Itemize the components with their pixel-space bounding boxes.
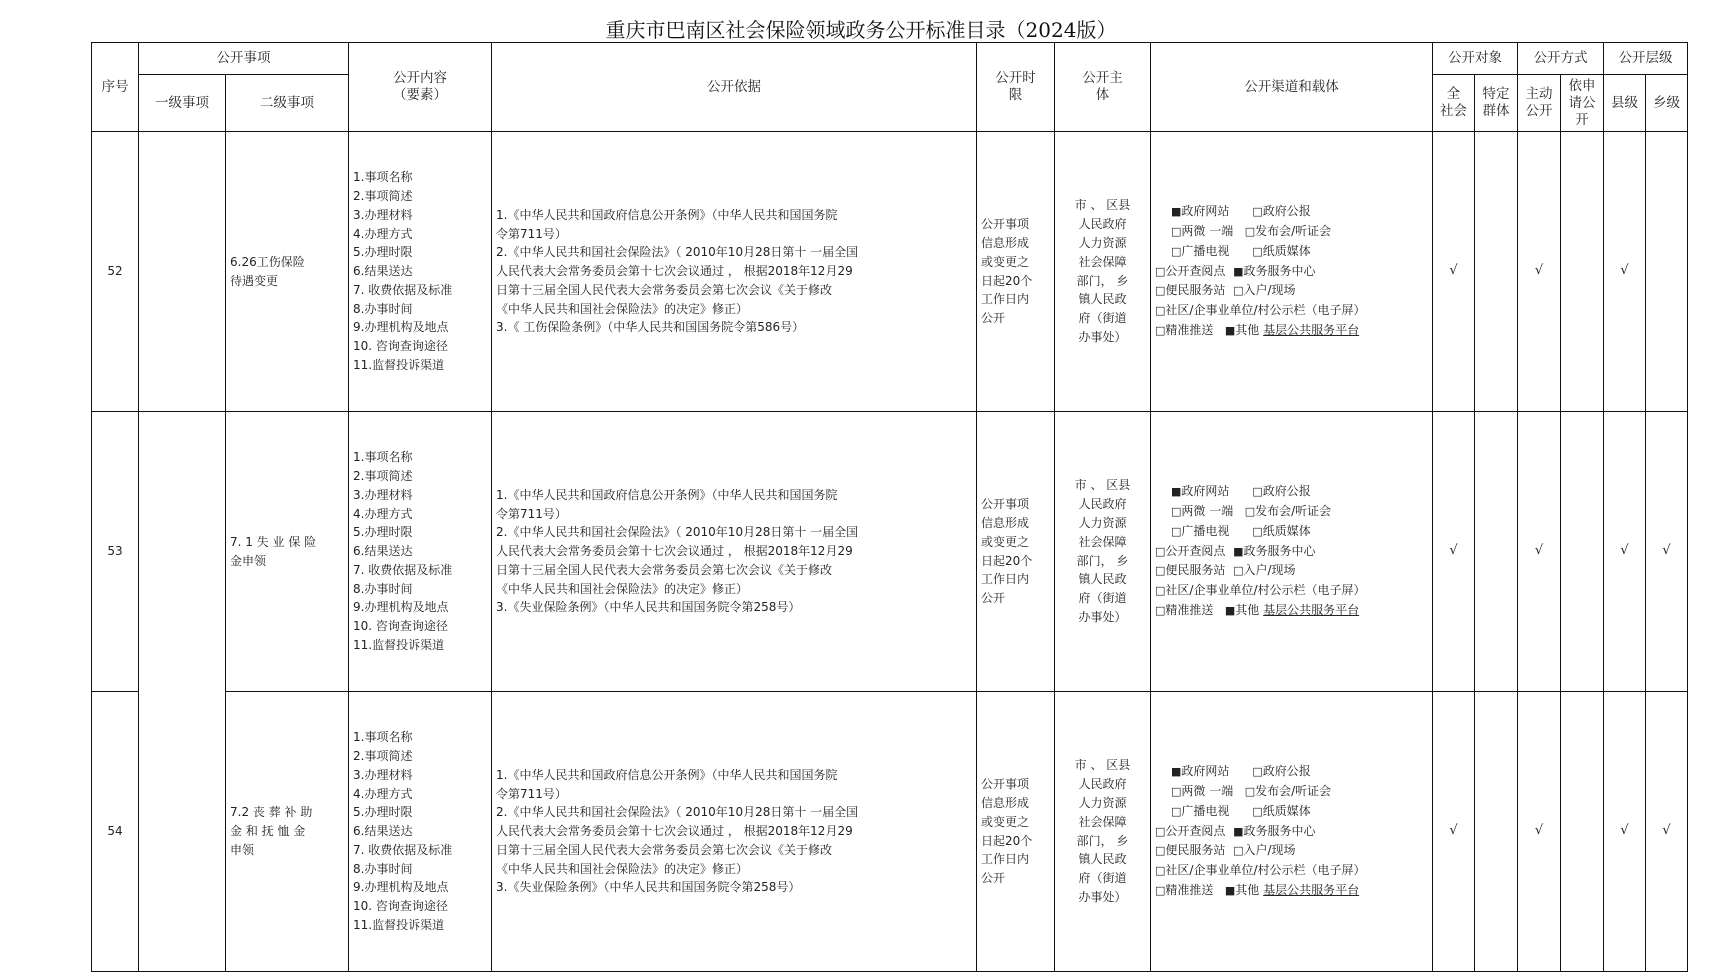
row-content-line: 9.办理机构及地点 [353, 320, 449, 335]
row-basis-line: 令第711号） [496, 226, 567, 241]
row-subject-line: 市 、 区县 [1074, 758, 1131, 773]
row-content-line: 7. 收费依据及标准 [353, 842, 453, 857]
row-content-line: 9.办理机构及地点 [353, 600, 449, 615]
row-content-line: 7. 收费依据及标准 [353, 282, 453, 297]
row-time-limit-line: 公开 [981, 311, 1006, 326]
row-basis-line: 1.《中华人民共和国政府信息公开条例》（中华人民共和国国务院 [496, 207, 838, 222]
row-level1 [139, 412, 226, 972]
row-subject-line: 部门， 乡 [1076, 273, 1129, 288]
row-method-apply [1561, 412, 1604, 692]
row-content-line: 10. 咨询查询途径 [353, 619, 448, 634]
row-subject-line: 镇人民政 [1078, 572, 1127, 587]
header-target: 公开对象 [1433, 43, 1518, 75]
row-level-town: √ [1646, 692, 1688, 972]
header-channels: 公开渠道和载体 [1151, 43, 1433, 132]
row-level-county: √ [1604, 692, 1646, 972]
row-channels: ■政府网站 □政府公报 □两微 一端 □发布会/听证会 □广播电视 □纸质媒体 □公开查阅点 ■政务服务中心 □便民服务站 □入户/现场 □社区/企事业单位/村公示栏（电子屏） □精准推送 ■其他 基层公共服务平台 [1151, 132, 1433, 412]
header-subject: 公开主 体 [1055, 43, 1151, 132]
row-time-limit-line: 日起20个 [981, 553, 1033, 568]
row-content-line: 5.办理时限 [353, 245, 413, 260]
row-content-line: 1.事项名称 [353, 730, 413, 745]
header-method-apply: 依申 请公 开 [1561, 75, 1604, 132]
row-time-limit-line: 工作日内 [981, 292, 1030, 307]
row-subject-line: 人民政府 [1078, 217, 1127, 232]
row-subject-line: 市 、 区县 [1074, 198, 1131, 213]
row-content-line: 9.办理机构及地点 [353, 880, 449, 895]
row-subject-line: 府（街道 [1078, 871, 1127, 886]
row-level1 [139, 132, 226, 412]
row-content-line: 4.办理方式 [353, 786, 413, 801]
row-content-line: 3.办理材料 [353, 487, 413, 502]
header-basis: 公开依据 [492, 43, 977, 132]
row-basis [492, 132, 977, 412]
row-level2 [226, 132, 349, 412]
row-subject-line: 人力资源 [1078, 795, 1127, 810]
row-target-all: √ [1433, 692, 1475, 972]
row-content-line: 5.办理时限 [353, 805, 413, 820]
row-time-limit-line: 公开事项 [981, 217, 1030, 232]
row-basis-line: 2.《中华人民共和国社会保险法》（ 2010年10月28日第十 一届全国 [496, 245, 859, 260]
row-time-limit-line: 公开事项 [981, 777, 1030, 792]
row-level2-line: 申领 [230, 842, 255, 857]
row-content-line: 3.办理材料 [353, 767, 413, 782]
row-time-limit-line: 或变更之 [981, 534, 1030, 549]
row-target-group [1475, 412, 1518, 692]
row-content-line: 8.办事时间 [353, 861, 413, 876]
row-content-line: 11.监督投诉渠道 [353, 918, 445, 933]
row-time-limit-line: 工作日内 [981, 852, 1030, 867]
catalog-table [91, 42, 1688, 972]
row-level-town: √ [1646, 412, 1688, 692]
row-level2-line: 7.2 丧 葬 补 助 [230, 805, 313, 820]
row-content-line: 4.办理方式 [353, 226, 413, 241]
row-subject [1055, 692, 1151, 972]
header-level: 公开层级 [1604, 43, 1688, 75]
row-subject-line: 镇人民政 [1078, 852, 1127, 867]
header-level-county: 县级 [1604, 75, 1646, 132]
row-content-line: 3.办理材料 [353, 207, 413, 222]
header-method: 公开方式 [1518, 43, 1604, 75]
row-time-limit-line: 或变更之 [981, 814, 1030, 829]
header-level2: 二级事项 [226, 75, 349, 132]
header-seq: 序号 [92, 43, 139, 132]
row-content-line: 7. 收费依据及标准 [353, 562, 453, 577]
row-content-line: 4.办理方式 [353, 506, 413, 521]
header-target-all: 全 社会 [1433, 75, 1475, 132]
row-subject-line: 部门， 乡 [1076, 553, 1129, 568]
row-method-active: √ [1518, 412, 1561, 692]
header-target-group: 特定 群体 [1475, 75, 1518, 132]
row-level-county: √ [1604, 132, 1646, 412]
row-content-line: 1.事项名称 [353, 170, 413, 185]
row-method-active: √ [1518, 132, 1561, 412]
row-channels: ■政府网站 □政府公报 □两微 一端 □发布会/听证会 □广播电视 □纸质媒体 □公开查阅点 ■政务服务中心 □便民服务站 □入户/现场 □社区/企事业单位/村公示栏（电子屏） □精准推送 ■其他 基层公共服务平台 [1151, 412, 1433, 692]
row-level2-line: 6.26工伤保险 [230, 254, 305, 269]
row-time-limit-line: 公开 [981, 871, 1006, 886]
row-subject-line: 人民政府 [1078, 497, 1127, 512]
row-basis-line: 《中华人民共和国社会保险法》的决定》修正） [496, 301, 749, 316]
header-content: 公开内容 （要素） [349, 43, 492, 132]
row-content-line: 11.监督投诉渠道 [353, 358, 445, 373]
row-content-line: 8.办事时间 [353, 581, 413, 596]
row-basis-line: 3.《失业保险条例》（中华人民共和国国务院令第258号） [496, 880, 801, 895]
row-time-limit [977, 132, 1055, 412]
row-level-town [1646, 132, 1688, 412]
row-time-limit-line: 公开 [981, 591, 1006, 606]
row-basis-line: 日第十三届全国人民代表大会常务委员会第七次会议《关于修改 [496, 842, 833, 857]
row-subject-line: 社会保障 [1078, 534, 1127, 549]
row-level2-line: 金 和 抚 恤 金 [230, 824, 306, 839]
row-target-all: √ [1433, 132, 1475, 412]
table-row [92, 692, 1688, 972]
row-seq: 52 [92, 132, 139, 412]
row-content-line: 10. 咨询查询途径 [353, 339, 448, 354]
row-time-limit-line: 信息形成 [981, 235, 1030, 250]
row-content-line: 6.结果送达 [353, 264, 413, 279]
row-content-line: 6.结果送达 [353, 824, 413, 839]
row-time-limit-line: 工作日内 [981, 572, 1030, 587]
row-basis-line: 令第711号） [496, 786, 567, 801]
row-time-limit-line: 信息形成 [981, 515, 1030, 530]
page-title: 重庆市巴南区社会保险领域政务公开标准目录（2024版） [605, 18, 1117, 42]
row-content [349, 412, 492, 692]
row-content-line: 8.办事时间 [353, 301, 413, 316]
row-time-limit-line: 日起20个 [981, 273, 1033, 288]
row-basis-line: 人民代表大会常务委员会第十七次会议通过 ， 根据2018年12月29 [496, 264, 853, 279]
row-basis-line: 3.《失业保险条例》（中华人民共和国国务院令第258号） [496, 600, 801, 615]
row-level2 [226, 692, 349, 972]
table-row [92, 412, 1688, 692]
row-content [349, 692, 492, 972]
row-subject-line: 人力资源 [1078, 235, 1127, 250]
row-basis-line: 1.《中华人民共和国政府信息公开条例》（中华人民共和国国务院 [496, 487, 838, 502]
row-content-line: 11.监督投诉渠道 [353, 638, 445, 653]
row-method-apply [1561, 132, 1604, 412]
table-row [92, 132, 1688, 412]
row-seq: 53 [92, 412, 139, 692]
row-content [349, 132, 492, 412]
row-content-line: 5.办理时限 [353, 525, 413, 540]
row-subject-line: 府（街道 [1078, 591, 1127, 606]
row-subject [1055, 132, 1151, 412]
row-target-group [1475, 132, 1518, 412]
row-subject-line: 办事处） [1078, 609, 1127, 624]
row-level-county: √ [1604, 412, 1646, 692]
header-time-limit: 公开时 限 [977, 43, 1055, 132]
row-time-limit [977, 692, 1055, 972]
row-time-limit-line: 信息形成 [981, 795, 1030, 810]
row-basis-line: 日第十三届全国人民代表大会常务委员会第七次会议《关于修改 [496, 562, 833, 577]
row-time-limit-line: 日起20个 [981, 833, 1033, 848]
row-subject-line: 办事处） [1078, 889, 1127, 904]
row-channels: ■政府网站 □政府公报 □两微 一端 □发布会/听证会 □广播电视 □纸质媒体 □公开查阅点 ■政务服务中心 □便民服务站 □入户/现场 □社区/企事业单位/村公示栏（电子屏） □精准推送 ■其他 基层公共服务平台 [1151, 692, 1433, 972]
row-subject-line: 市 、 区县 [1074, 478, 1131, 493]
header-matters: 公开事项 [139, 43, 349, 75]
row-seq: 54 [92, 692, 139, 972]
row-basis-line: 3.《 工伤保险条例》（中华人民共和国国务院令第586号） [496, 320, 805, 335]
row-subject-line: 社会保障 [1078, 254, 1127, 269]
row-level2 [226, 412, 349, 692]
header-level-town: 乡级 [1646, 75, 1688, 132]
row-content-line: 1.事项名称 [353, 450, 413, 465]
row-basis-line: 令第711号） [496, 506, 567, 521]
row-basis-line: 人民代表大会常务委员会第十七次会议通过 ， 根据2018年12月29 [496, 544, 853, 559]
header-level1: 一级事项 [139, 75, 226, 132]
row-subject-line: 办事处） [1078, 329, 1127, 344]
row-subject-line: 社会保障 [1078, 814, 1127, 829]
row-basis-line: 人民代表大会常务委员会第十七次会议通过 ， 根据2018年12月29 [496, 824, 853, 839]
row-basis [492, 692, 977, 972]
row-basis-line: 日第十三届全国人民代表大会常务委员会第七次会议《关于修改 [496, 282, 833, 297]
row-content-line: 2.事项简述 [353, 468, 413, 483]
row-subject [1055, 412, 1151, 692]
row-method-apply [1561, 692, 1604, 972]
row-subject-line: 部门， 乡 [1076, 833, 1129, 848]
row-method-active: √ [1518, 692, 1561, 972]
row-basis-line: 2.《中华人民共和国社会保险法》（ 2010年10月28日第十 一届全国 [496, 805, 859, 820]
row-basis-line: 《中华人民共和国社会保险法》的决定》修正） [496, 861, 749, 876]
row-basis-line: 1.《中华人民共和国政府信息公开条例》（中华人民共和国国务院 [496, 767, 838, 782]
row-time-limit-line: 或变更之 [981, 254, 1030, 269]
row-subject-line: 镇人民政 [1078, 292, 1127, 307]
row-time-limit-line: 公开事项 [981, 497, 1030, 512]
row-level2-line: 7. 1 失 业 保 险 [230, 534, 317, 549]
row-level2-line: 金申领 [230, 553, 267, 568]
row-basis-line: 《中华人民共和国社会保险法》的决定》修正） [496, 581, 749, 596]
header-method-active: 主动 公开 [1518, 75, 1561, 132]
row-subject-line: 人力资源 [1078, 515, 1127, 530]
row-content-line: 2.事项简述 [353, 748, 413, 763]
row-time-limit [977, 412, 1055, 692]
row-content-line: 6.结果送达 [353, 544, 413, 559]
row-subject-line: 人民政府 [1078, 777, 1127, 792]
row-level2-line: 待遇变更 [230, 273, 279, 288]
row-target-group [1475, 692, 1518, 972]
row-subject-line: 府（街道 [1078, 311, 1127, 326]
row-basis-line: 2.《中华人民共和国社会保险法》（ 2010年10月28日第十 一届全国 [496, 525, 859, 540]
row-basis [492, 412, 977, 692]
row-content-line: 10. 咨询查询途径 [353, 899, 448, 914]
row-target-all: √ [1433, 412, 1475, 692]
row-content-line: 2.事项简述 [353, 188, 413, 203]
